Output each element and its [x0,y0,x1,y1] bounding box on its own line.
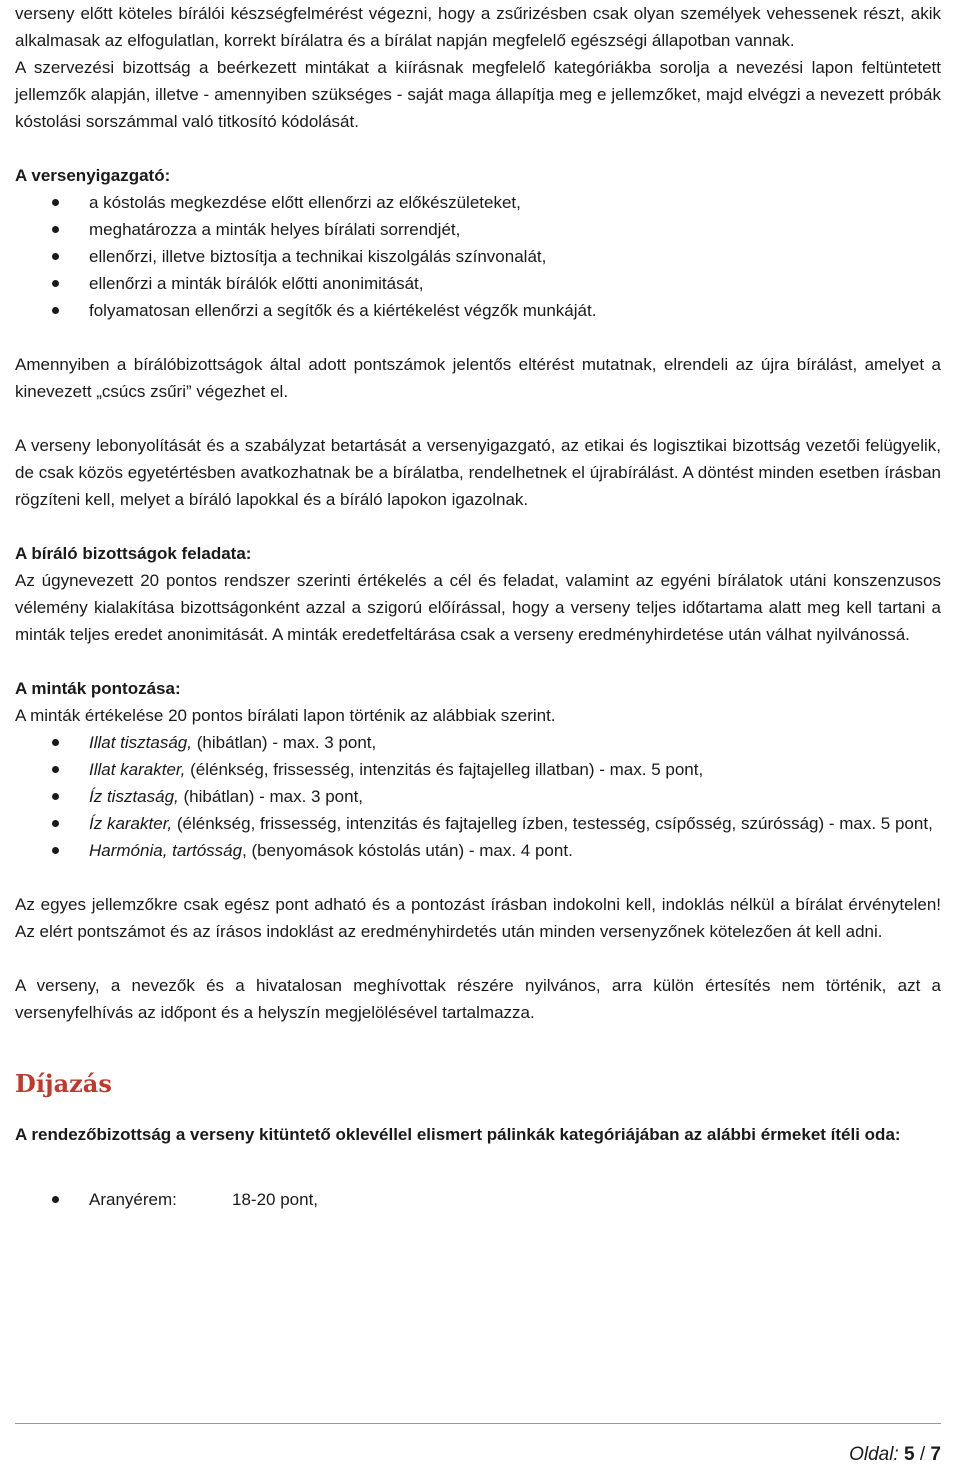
heading-director: A versenyigazgató: [15,166,171,185]
paragraph-points-rules: Az egyes jellemzőkre csak egész pont adható és a pontozást írásban indokolni kell, indoklás nélkül a bírálat érvénytelen! Az elért pontszámot és az írásos indoklást az eredményhirdetés után minden versenyzőnek kötelezően át kell adni. [15,895,941,941]
page-current: 5 [904,1444,915,1465]
paragraph-organizing-committee: A szervezési bizottság a beérkezett mintákat a kiírásnak megfelelő kategóriákba sorolja a nevezési lapon feltüntetett jellemzők alapján, illetve - amennyiben szükséges - saját maga állapítja meg e jellemzőket, majd elvégzi a nevezett próbák kóstolási sorszámmal való titkosító kódolását. [15,58,941,131]
paragraph-jury-assessment: verseny előtt köteles bírálói készségfelmérést végezni, hogy a zsűrizésben csak olyan személyek vehessenek részt, akik alkalmasak az elfogulatlan, korrekt bírálatra és a bírálat napján megfelelő egészségi állapotban vannak. [15,4,941,50]
medal-value: 18-20 pont, [232,1190,319,1209]
paragraph-scoring-intro: A minták értékelése 20 pontos bírálati lapon történik az alábbiak szerint. [15,706,556,725]
paragraph-rejudging: Amennyiben a bírálóbizottságok által adott pontszámok jelentős eltérést mutatnak, elrendeli az újra bírálást, amelyet a kinevezett „csúcs zsűri” végezhet el. [15,355,941,401]
criterion-term: Harmónia, tartósság [89,841,243,860]
list-item: ellenőrzi a minták bírálók előtti anonimitását, [15,270,941,297]
medal-label: Aranyérem: [89,1190,177,1209]
criterion-term: Íz tisztaság, [89,787,179,806]
list-item [15,1186,941,1213]
list-item: a kóstolás megkezdése előtt ellenőrzi az előkészületeket, [15,189,941,216]
heading-committee: A bíráló bizottságok feladata: [15,544,252,563]
scoring-criteria-list [15,729,941,864]
criterion-term: Íz karakter, [89,814,173,833]
list-item: ellenőrzi, illetve biztosítja a technikai kiszolgálás színvonalát, [15,243,941,270]
page-label: Oldal: [849,1444,899,1465]
heading-scoring: A minták pontozása: [15,679,181,698]
list-item: folyamatosan ellenőrzi a segítők és a kiértékelést végzők munkáját. [15,297,941,324]
director-duties-list [15,189,941,324]
criterion-term: Illat tisztaság, [89,733,192,752]
paragraph-awards-intro: A rendezőbizottság a verseny kitüntető oklevéllel elismert pálinkák kategóriájában az alábbi érmeket ítéli oda: [15,1125,901,1144]
list-item: meghatározza a minták helyes bírálati sorrendjét, [15,216,941,243]
criterion-detail: , (benyomások kóstolás után) - max. 4 pont. [242,841,573,860]
list-item [15,837,941,864]
page-total: 7 [930,1444,941,1465]
paragraph-committee: Az úgynevezett 20 pontos rendszer szerinti értékelés a cél és feladat, valamint az egyéni bírálatok utáni konszenzusos vélemény kialakítása bizottságonként azzal a szigorú előírással, hogy a verseny teljes időtartama alatt meg kell tartani a minták teljes eredet anonimitását. A minták eredetfeltárása csak a verseny eredményhirdetése után válhat nyilvánossá. [15,571,941,644]
page-content [15,0,941,1213]
medal-list [15,1186,941,1213]
page-separator: / [919,1444,926,1465]
list-item [15,756,941,783]
criterion-term: Illat karakter, [89,760,186,779]
list-item [15,783,941,810]
criterion-detail: (hibátlan) - max. 3 pont, [192,733,377,752]
page-footer [849,1441,941,1468]
criterion-detail: (élénkség, frissesség, intenzitás és fajtajelleg illatban) - max. 5 pont, [185,760,704,779]
criterion-detail: (élénkség, frissesség, intenzitás és fajtajelleg ízben, testesség, csípősség, szúrósság) - max. 5 pont, [172,814,933,833]
criterion-detail: (hibátlan) - max. 3 pont, [178,787,364,806]
paragraph-supervision: A verseny lebonyolítását és a szabályzat betartását a versenyigazgató, az etikai és logisztikai bizottság vezetői felügyelik, de csak közös egyetértésben avatkozhatnak be a bírálatba, rendelhetnek el újrabírálást. A döntést minden esetben írásban rögzíteni kell, melyet a bíráló lapokkal és a bíráló lapokon igazolnak. [15,436,941,509]
list-item [15,810,941,837]
footer-divider [15,1423,941,1424]
section-title-awards: Díjazás [15,1069,112,1098]
list-item [15,729,941,756]
paragraph-public: A verseny, a nevezők és a hivatalosan meghívottak részére nyilvános, arra külön értesítés nem történik, azt a versenyfelhívás az időpont és a helyszín megjelölésével tartalmazza. [15,976,941,1022]
